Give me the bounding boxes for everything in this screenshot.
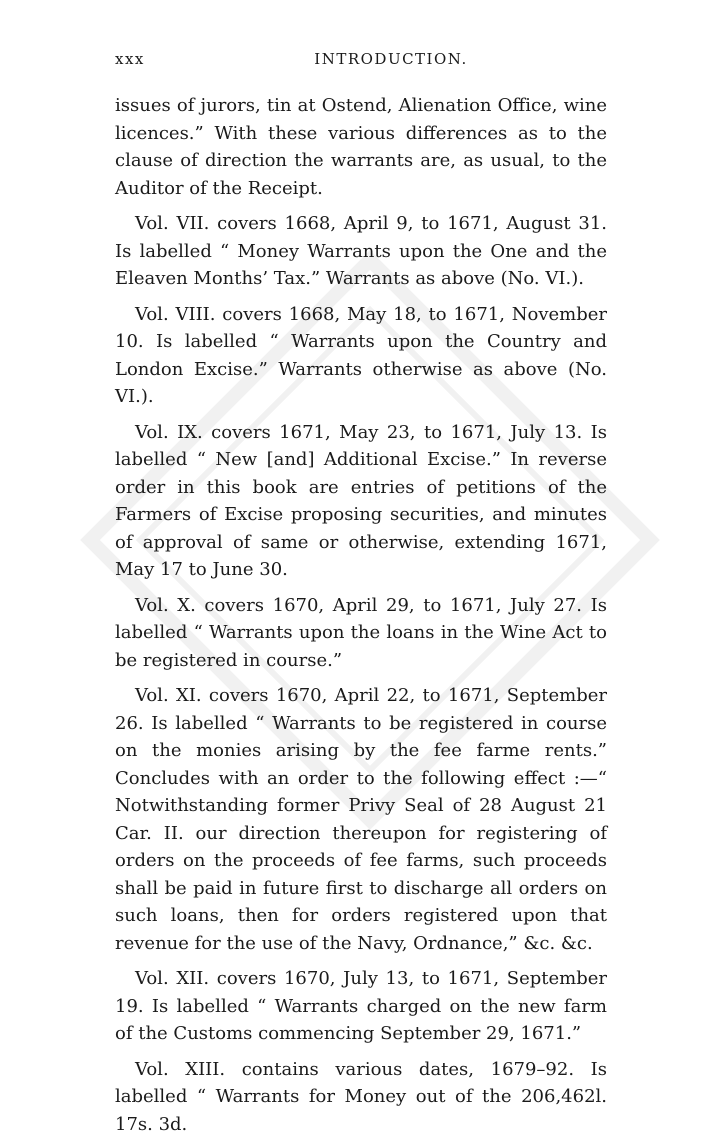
paragraph: issues of jurors, tin at Ostend, Alienation Office, wine licences.” With these various differences as to the clause of direction the warrants are, as usual, to the Auditor of the Receipt. (115, 95, 607, 199)
paragraph: Vol. XIII. contains various dates, 1679–92. Is labelled “ Warrants for Money out of the 206,462l. 17s. 3d. (115, 1058, 607, 1135)
running-head (115, 50, 607, 72)
paragraph: Vol. VII. covers 1668, April 9, to 1671, August 31. Is labelled “ Money Warrants upon the One and the Eleaven Months’ Tax.” Warrants as above (No. VI.). (115, 213, 607, 289)
paragraph: Vol. X. covers 1670, April 29, to 1671, July 27. Is labelled “ Warrants upon the loans in the Wine Act to be registered in course.” (115, 594, 607, 671)
paragraph: Vol. VIII. covers 1668, May 18, to 1671, November 10. Is labelled “ Warrants upon the Country and London Excise.” Warrants otherwise as above (No. VI.). (115, 303, 607, 407)
paragraph: Vol. XI. covers 1670, April 22, to 1671, September 26. Is labelled “ Warrants to be registered in course on the monies arising by the fee farme rents.” Concludes with an order to the following effect :—“ Notwithstanding former Privy Seal of 28 August 21 Car. II. our direction thereupon for registering of orders on the proceeds of fee farms, such proceeds shall be paid in future first to discharge all orders on such loans, then for orders registered upon that revenue for the use of the Navy, Ordnance,” &c. &c. (115, 685, 607, 954)
paragraph: Vol. XII. covers 1670, July 13, to 1671, September 19. Is labelled “ Warrants charged on the new farm of the Customs commencing September 29, 1671.” (115, 968, 607, 1044)
page-number: xxx (115, 50, 145, 68)
paragraph: Vol. IX. covers 1671, May 23, to 1671, July 13. Is labelled “ New [and] Additional Excise.” In reverse order in this book are entries of petitions of the Farmers of Excise proposing securities, and minutes of approval of same or otherwise, extending 1671, May 17 to June 30. (115, 421, 607, 580)
running-title: INTRODUCTION. (314, 50, 468, 68)
body-text (115, 92, 607, 1146)
